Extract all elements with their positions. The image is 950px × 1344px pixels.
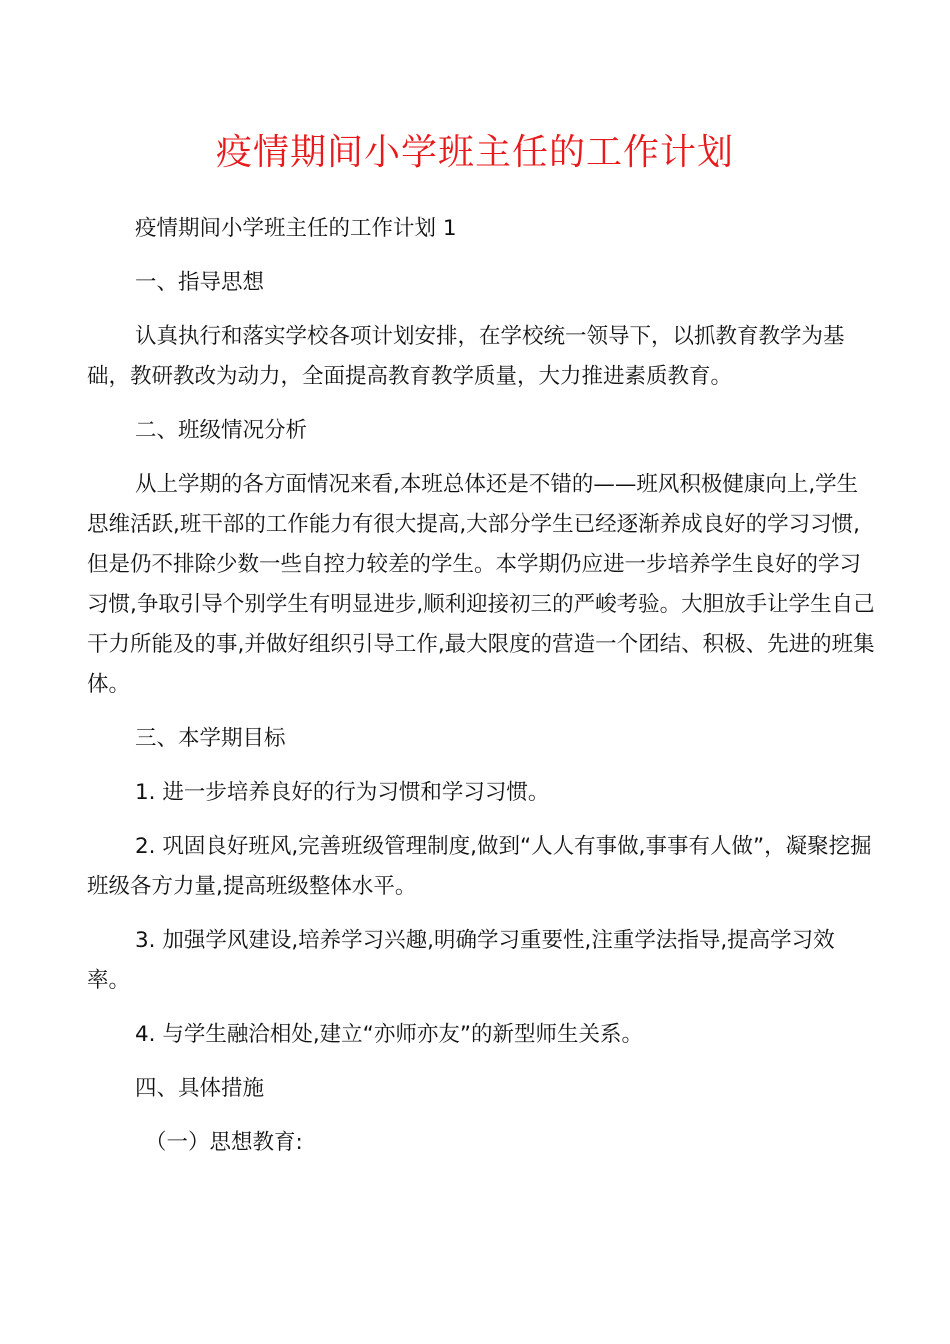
paragraph-guiding-ideology: 认真执行和落实学校各项计划安排，在学校统一领导下，以抓教育教学为基础，教研教改为动力，全面提高教育教学质量，大力推进素质教育。 [87, 324, 845, 389]
goal-item-4: 4. 与学生融洽相处,建立“亦师亦友”的新型师生关系。 [135, 1022, 643, 1047]
section-subtitle: 疫情期间小学班主任的工作计划 1 [135, 216, 457, 241]
goal-item-1: 1. 进一步培养良好的行为习惯和学习习惯。 [135, 780, 550, 805]
paragraph-class-analysis: 从上学期的各方面情况来看,本班总体还是不错的——班风积极健康向上,学生思维活跃,班干部的工作能力有很大提高,大部分学生已经逐渐养成良好的学习习惯,但是仍不排除少数一些自控力较差的学生。本学期仍应进一步培养学生良好的学习习惯,争取引导个别学生有明显进步,顺利迎接初三的严峻考验。大胆放手让学生自己干力所能及的事,并做好组织引导工作,最大限度的营造一个团结、积极、先进的班集体。 [87, 472, 875, 697]
document-body [87, 209, 877, 1177]
heading-guiding-ideology: 一、指导思想 [135, 270, 265, 295]
document-title: 疫情期间小学班主任的工作计划 [215, 132, 734, 174]
goal-item-3: 3. 加强学风建设,培养学习兴趣,明确学习重要性,注重学法指导,提高学习效率。 [87, 928, 835, 993]
heading-semester-goals: 三、本学期目标 [135, 726, 286, 751]
heading-class-analysis: 二、班级情况分析 [135, 418, 308, 443]
subheading-ideological-education: （一）思想教育: [145, 1130, 303, 1155]
goal-item-2: 2. 巩固良好班风,完善班级管理制度,做到“人人有事做,事事有人做”，凝聚挖掘班级各方力量,提高班级整体水平。 [87, 834, 872, 899]
heading-specific-measures: 四、具体措施 [135, 1076, 265, 1101]
